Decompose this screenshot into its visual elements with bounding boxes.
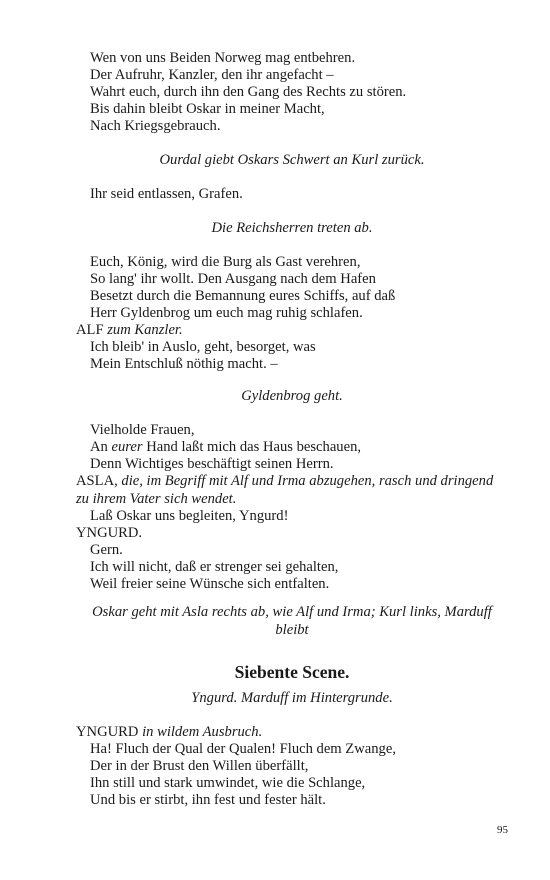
verse-emphasis: eurer [111, 439, 143, 455]
verse-line: Ich bleib' in Auslo, geht, besorget, was [90, 339, 316, 355]
stage-direction: Ourdal giebt Oskars Schwert an Kurl zurück. [159, 152, 425, 168]
verse-line: Wen von uns Beiden Norweg mag entbehren. [90, 50, 356, 66]
stage-direction: Oskar geht mit Asla rechts ab, wie Alf und Irma; Kurl links, Marduff bleibt [92, 604, 492, 638]
verse-line: Euch, König, wird die Burg als Gast verehren, [90, 254, 361, 270]
verse-line: Bis dahin bleibt Oskar in meiner Macht, [90, 101, 325, 117]
verse-line [90, 439, 361, 456]
speaker-line [76, 724, 262, 741]
stage-direction: Yngurd. Marduff im Hintergrunde. [191, 690, 393, 706]
verse-line: Der in der Brust den Willen überfällt, [90, 758, 309, 774]
verse-line: Nach Kriegsgebrauch. [90, 118, 221, 134]
verse-line: Ihn still und stark umwindet, wie die Schlange, [90, 775, 366, 791]
verse-line: So lang' ihr wollt. Den Ausgang nach dem Hafen [90, 271, 376, 287]
verse-line: Wahrt euch, durch ihn den Gang des Rechts zu stören. [90, 84, 407, 100]
verse-line: Ich will nicht, daß er strenger sei gehalten, [90, 559, 339, 575]
speaker-line [76, 473, 508, 508]
speaker-direction: in wildem Ausbruch. [138, 724, 263, 740]
verse-line: Gern. [90, 542, 123, 558]
verse-line: Weil freier seine Wünsche sich entfalten. [90, 576, 330, 592]
verse-line: Mein Entschluß nöthig macht. – [90, 356, 278, 372]
verse-line: Laß Oskar uns begleiten, Yngurd! [90, 508, 289, 524]
verse-line: Ihr seid entlassen, Grafen. [90, 186, 243, 202]
speaker-name: YNGURD [76, 724, 139, 740]
speaker-name: ASLA, [76, 473, 118, 489]
verse-text: An [90, 439, 112, 455]
verse-line: Vielholde Frauen, [90, 422, 195, 438]
page-number: 95 [497, 824, 508, 836]
verse-line: Ha! Fluch der Qual der Qualen! Fluch dem Zwange, [90, 741, 396, 757]
scene-heading: Siebente Scene. [234, 662, 350, 682]
speaker-direction: zum Kanzler. [103, 322, 183, 338]
stage-direction: Die Reichsherren treten ab. [211, 220, 373, 236]
speaker-direction: die, im Begriff mit Alf und Irma abzugehen, rasch und dringend zu ihrem Vater sich wendet. [76, 473, 494, 507]
verse-line: Und bis er stirbt, ihn fest und fester hält. [90, 792, 326, 808]
verse-line: Herr Gyldenbrog um euch mag ruhig schlafen. [90, 305, 363, 321]
verse-line: Besetzt durch die Bemannung eures Schiffs, auf daß [90, 288, 396, 304]
speaker-name: YNGURD. [76, 525, 143, 541]
verse-line: Denn Wichtiges beschäftigt seinen Herrn. [90, 456, 334, 472]
verse-line: Der Aufruhr, Kanzler, den ihr angefacht – [90, 67, 334, 83]
stage-direction: Gyldenbrog geht. [241, 388, 343, 404]
speaker-line [76, 322, 183, 339]
verse-text: Hand laßt mich das Haus beschauen, [142, 439, 362, 455]
speaker-line [76, 525, 142, 542]
speaker-name: ALF [76, 322, 104, 338]
